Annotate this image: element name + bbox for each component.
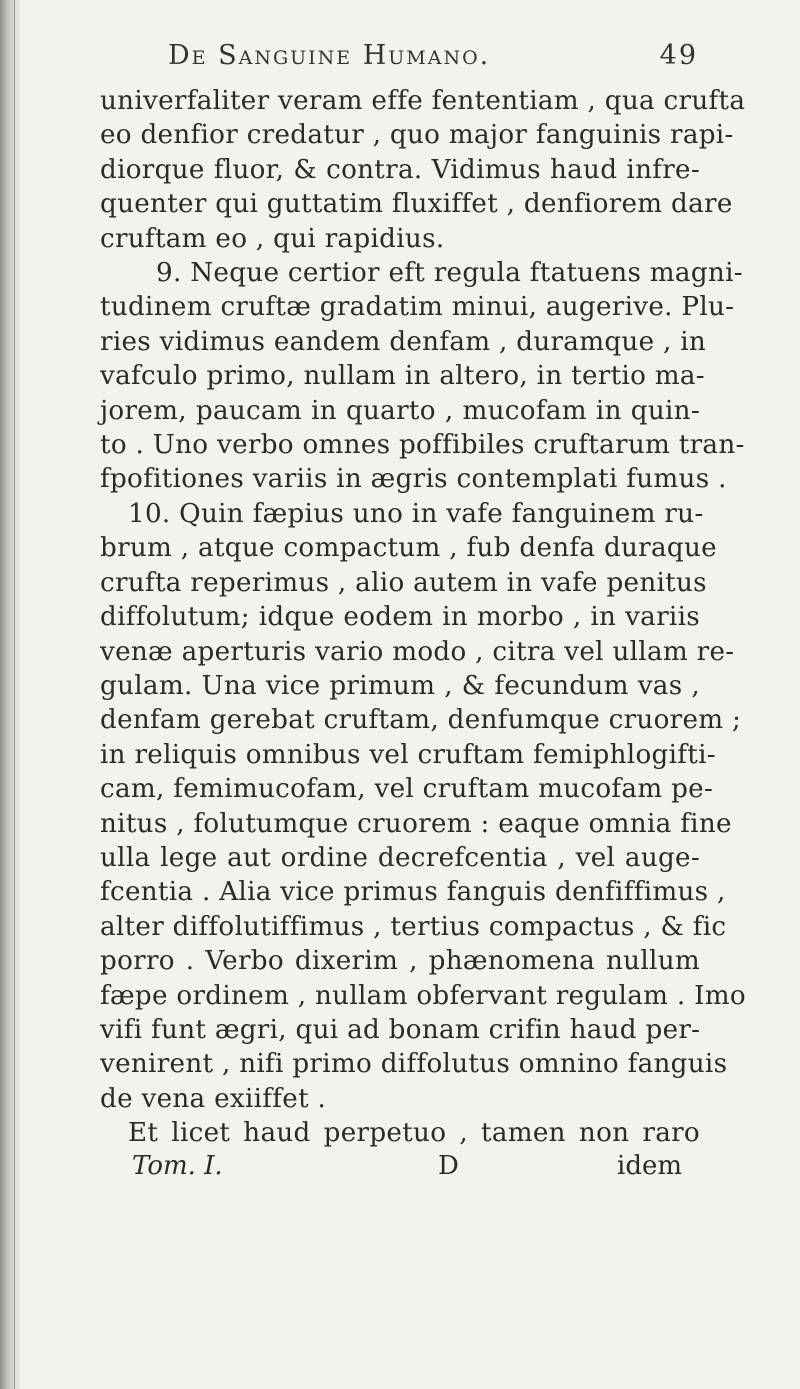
text-line: vifi funt ægri, qui ad bonam crifin haud per- (100, 1014, 701, 1045)
text-line: ries vidimus eandem denfam , duramque , in (100, 326, 707, 357)
text-line: fæpe ordinem , nullam obfervant regulam . Imo (100, 980, 746, 1011)
text-line: diffolutum; idque eodem in morbo , in variis (100, 602, 700, 633)
running-title: De Sanguine Humano. (168, 40, 491, 71)
catchword: idem (617, 1150, 682, 1181)
page-footer (100, 1151, 700, 1187)
text-line: diorque fluor, & contra. Vidimus haud infre- (100, 154, 700, 185)
body-text (100, 84, 746, 1151)
text-line: eo denfior credatur , quo major fanguinis rapi- (100, 120, 734, 151)
text-line: de vena exiiffet . (100, 1083, 327, 1114)
text-line: denfam gerebat cruftam, denfumque cruorem ; (100, 705, 742, 736)
text-line: alter diffolutiffimus , tertius compactus , & fic (100, 911, 727, 942)
binding-edge (14, 0, 15, 1389)
text-line: brum , atque compactum , fub denfa duraque (100, 533, 717, 564)
text-line: to . Uno verbo omnes poffibiles cruftarum tran- (100, 430, 745, 461)
text-line: jorem, paucam in quarto , mucofam in quin- (100, 395, 700, 426)
text-line: fcentia . Alia vice primus fanguis denfiffimus , (100, 877, 726, 908)
book-page (100, 40, 746, 1187)
text-line: venirent , nifi primo diffolutus omnino fanguis (100, 1049, 728, 1080)
text-line: gulam. Una vice primum , & fecundum vas , (100, 670, 700, 701)
text-line: nitus , folutumque cruorem : eaque omnia fine (100, 808, 732, 839)
text-line: tudinem cruftæ gradatim minui, augerive. Plu- (100, 292, 735, 323)
quire-signature: D (438, 1150, 459, 1181)
text-line: cam, femimucofam, vel cruftam mucofam pe- (100, 774, 714, 805)
text-line: cruftam eo , qui rapidius. (100, 223, 445, 254)
volume-signature: Tom. I. (132, 1150, 223, 1181)
text-line: venæ aperturis vario modo , citra vel ullam re- (100, 636, 735, 667)
page-number: 49 (659, 40, 698, 71)
binding-gutter (0, 0, 20, 1389)
text-line: fpofitiones variis in ægris contemplati fumus . (100, 464, 727, 495)
text-line: in reliquis omnibus vel cruftam femiphlogifti- (100, 739, 716, 770)
text-line: vafculo primo, nullam in altero, in tertio ma- (100, 361, 705, 392)
paragraph-9-start: 9. Neque certior eft regula ftatuens magni- (156, 258, 743, 289)
paragraph-start: Et licet haud perpetuo , tamen non raro (128, 1118, 700, 1149)
text-line: quenter qui guttatim fluxiffet , denfiorem dare (100, 189, 733, 220)
text-line: porro . Verbo dixerim , phænomena nullum (100, 946, 700, 977)
text-line: ulla lege aut ordine decrefcentia , vel auge- (100, 842, 700, 873)
running-head (100, 40, 700, 84)
text-line: crufta reperimus , alio autem in vafe penitus (100, 567, 707, 598)
text-line: univerfaliter veram effe fententiam , qua crufta (100, 86, 746, 116)
paragraph-10-start: 10. Quin fæpius uno in vafe fanguinem ru- (128, 498, 704, 529)
